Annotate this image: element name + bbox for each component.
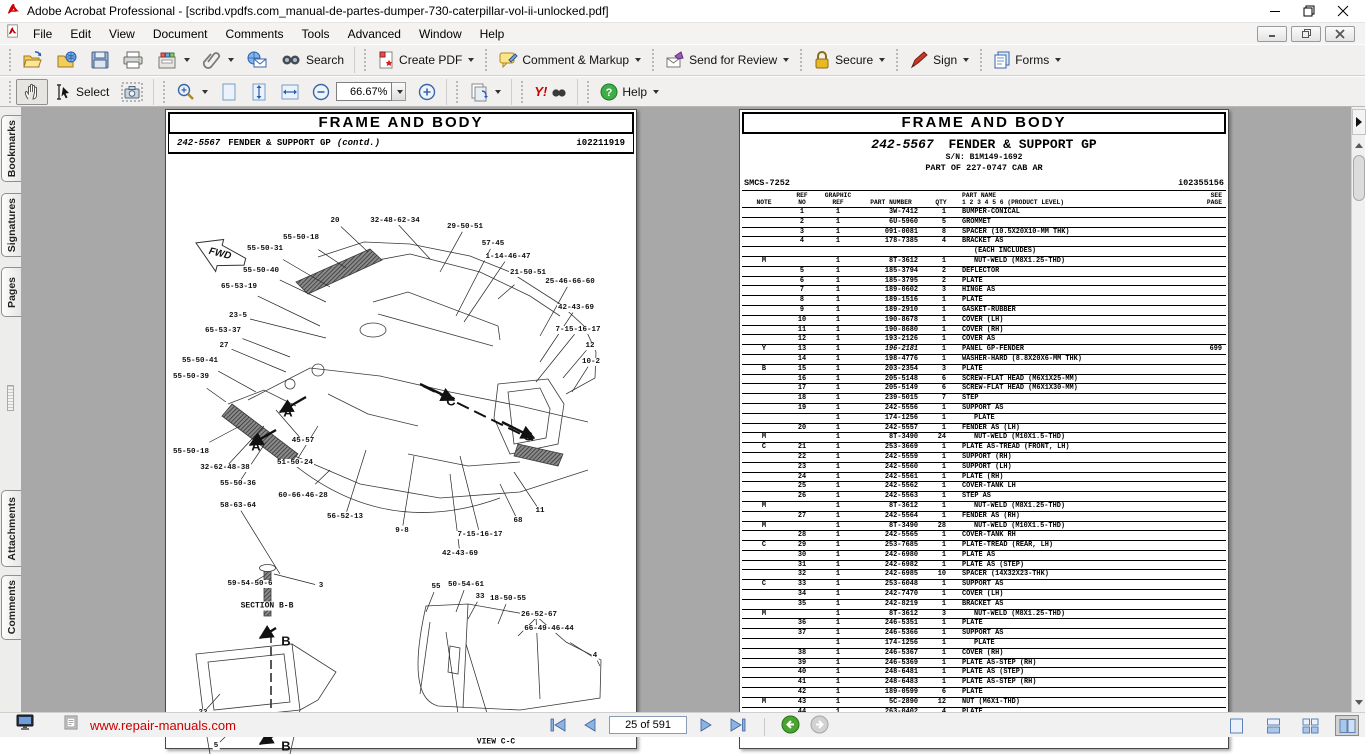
left-part-number: 242-5567 (177, 138, 221, 148)
diagram-callout: 55-50-18 (172, 448, 210, 456)
diagram-callout: 42-43-69 (557, 304, 595, 312)
sidebar-tab-pages[interactable]: Pages (1, 267, 21, 317)
parts-row: 14 1 198-4776 1 WASHER-HARD (8.8X20X6-MM THK) (742, 355, 1226, 365)
left-page (165, 109, 637, 754)
parts-row: 23 1 242-5560 1 SUPPORT (LH) (742, 463, 1226, 473)
facing-layout-button[interactable] (1335, 715, 1359, 736)
parts-row: 34 1 242-7470 1 COVER (LH) (742, 590, 1226, 600)
secure-dropdown-arrow[interactable] (879, 58, 885, 62)
sidebar-tab-comments[interactable]: Comments (1, 575, 21, 640)
binoculars-icon (551, 85, 567, 99)
toolbar-grip[interactable] (455, 81, 459, 103)
diagram-callout: 12 (585, 342, 595, 350)
parts-row: M 1 8T-3490 24 NUT-WELD (M10X1.5-THD) (742, 433, 1226, 443)
sign-label: Sign (933, 53, 958, 67)
page-display-button[interactable] (463, 79, 507, 105)
parts-row: (EACH INCLUDES) (742, 247, 1226, 257)
parts-row: C 29 1 253-7685 1 PLATE-TREAD (REAR, LH) (742, 541, 1226, 551)
email-button[interactable] (240, 47, 274, 73)
scrollbar-thumb[interactable] (1353, 155, 1365, 201)
vertical-scrollbar (1351, 107, 1365, 712)
parts-row: 11 1 190-8680 1 COVER (RH) (742, 326, 1226, 336)
parts-row: 20 1 242-5557 1 FENDER AS (LH) (742, 424, 1226, 434)
menu-view[interactable]: View (109, 26, 135, 41)
view-history (758, 715, 829, 739)
parts-row: 1 174-1256 1 PLATE (742, 414, 1226, 424)
create-pdf-dropdown-arrow[interactable] (468, 58, 474, 62)
parts-diagram (168, 154, 636, 754)
diagram-callout: 66-49-46-44 (524, 625, 574, 633)
select-tool-button[interactable] (48, 79, 115, 105)
toolbar-grip[interactable] (979, 49, 983, 71)
right-doc-id: i02355156 (1178, 178, 1224, 188)
parts-row: 3 1 091-0081 8 SPACER (10.5X20X10-MM THK) (742, 228, 1226, 238)
parts-row: 5 1 185-3794 2 DEFLECTOR (742, 267, 1226, 277)
diagram-callout: 9-8 (395, 527, 409, 535)
diagram-callout: 50-54-61 (447, 581, 485, 589)
sign-button[interactable] (903, 47, 975, 73)
pane-resize-grip[interactable] (7, 385, 14, 411)
forms-dropdown-arrow[interactable] (1055, 58, 1061, 62)
doc-close-button[interactable] (1325, 26, 1355, 42)
diagram-callout: 60-66-46-28 (278, 492, 328, 500)
diagram-callout: 7-15-16-17 (555, 326, 601, 334)
parts-row: M 43 1 5C-2890 12 NUT (M6X1-THD) (742, 698, 1226, 708)
create-pdf-label: Create PDF (399, 53, 463, 67)
parts-row: 2 1 6U-5960 5 GROMMET (742, 218, 1226, 228)
toolbar-separator (511, 79, 512, 105)
parts-row: 42 1 189-0599 6 PLATE (742, 688, 1226, 698)
diagram-callout: 11 (535, 507, 545, 515)
zoom-level-dropdown[interactable] (392, 82, 406, 101)
parts-row: 41 1 248-6483 1 PLATE AS-STEP (RH) (742, 678, 1226, 688)
parts-row: 17 1 205-5149 6 SCREW-FLAT HEAD (M6X1X30-MM) (742, 384, 1226, 394)
diagram-callout: 5 (213, 742, 219, 750)
diagram-callout: 21-50-51 (509, 269, 547, 277)
search-label: Search (306, 53, 345, 67)
print-button[interactable] (116, 47, 150, 73)
sidebar-tab-bookmarks[interactable]: Bookmarks (1, 115, 21, 182)
zoom-out-button[interactable] (306, 79, 336, 105)
monitor-icon[interactable] (16, 714, 34, 736)
diagram-callout: 55-50-39 (172, 373, 210, 381)
secure-label: Secure (835, 53, 874, 67)
comment-markup-button[interactable] (492, 47, 647, 73)
diagram-callout: 45-57 (291, 437, 315, 445)
diagram-callout: 56-52-13 (326, 513, 364, 521)
parts-row: 32 1 242-6985 10 SPACER (14X32X23-THK) (742, 570, 1226, 580)
parts-row: 22 1 242-5559 1 SUPPORT (RH) (742, 453, 1226, 463)
parts-row: 27 1 242-5564 1 FENDER AS (RH) (742, 512, 1226, 522)
zoom-tool-dropdown-arrow[interactable] (202, 90, 208, 94)
toolbar-grip[interactable] (586, 81, 590, 103)
toolbar-grip[interactable] (520, 81, 524, 103)
diagram-callouts (168, 154, 636, 754)
save-button[interactable] (84, 47, 116, 73)
toolbar-separator (153, 79, 154, 105)
diagram-callout: 55 (431, 583, 441, 591)
right-page-title (740, 137, 1228, 152)
page-number-field[interactable]: 25 of 591 (609, 716, 687, 734)
parts-row: 31 1 242-6982 1 PLATE AS (STEP) (742, 561, 1226, 571)
diagram-callout: 55-50-41 (181, 357, 219, 365)
help-label: Help (622, 84, 648, 99)
page-display-dropdown-arrow[interactable] (495, 90, 501, 94)
diagram-callout: 55-50-40 (242, 267, 280, 275)
fwd-label: FWD (207, 245, 233, 263)
pdf-doc-icon (6, 24, 20, 43)
parts-row: 6 1 185-3795 2 PLATE (742, 277, 1226, 287)
menu-bar (0, 22, 1365, 44)
organizer-dropdown-arrow[interactable] (184, 58, 190, 62)
actual-size-button[interactable] (214, 79, 244, 105)
single-page-layout-button[interactable] (1224, 715, 1248, 736)
diagram-callout: 32-48-62-34 (370, 217, 420, 225)
toolbar-separator (354, 47, 355, 73)
menu-tools[interactable]: Tools (301, 26, 330, 41)
acrobat-logo-icon (6, 1, 21, 21)
parts-row: 7 1 189-0602 3 HINGE AS (742, 286, 1226, 296)
parts-row: 1 174-1256 1 PLATE (742, 639, 1226, 649)
scroll-down-button[interactable] (1352, 694, 1366, 710)
menu-window[interactable]: Window (418, 26, 462, 41)
parts-row: 35 1 242-8219 1 BRACKET AS (742, 600, 1226, 610)
hand-tool-button[interactable] (16, 79, 48, 105)
diagram-callout: B (281, 633, 291, 649)
menu-items (24, 25, 513, 43)
left-page-section-title: FRAME AND BODY (168, 112, 634, 134)
watermark-link[interactable]: www.repair-manuals.com (90, 717, 236, 733)
diagram-callout: A (283, 404, 293, 420)
send-for-review-button[interactable] (659, 47, 795, 73)
scroll-up-button[interactable] (1352, 137, 1366, 153)
sidebar-tab-signatures[interactable]: Signatures (1, 193, 21, 257)
parts-table-header: NOTE REF NO GRAPHIC REF PART NUMBER QTY PART NAME 1 2 3 4 5 6 (PRODUCT LEVEL) SEE PAGE (742, 190, 1226, 208)
right-part-number: 242-5567 (871, 137, 934, 152)
parts-row: 38 1 246-5367 1 COVER (RH) (742, 649, 1226, 659)
fit-page-button[interactable] (244, 79, 274, 105)
yahoo-logo: Y! (534, 84, 548, 99)
serial-number-line: S/N: B1M149-1692 (945, 153, 1023, 162)
diagram-callout: 65-53-37 (204, 327, 242, 335)
toolbar-grip[interactable] (363, 49, 367, 71)
restore-button[interactable] (1303, 5, 1315, 17)
diagram-callout: 55-50-36 (219, 480, 257, 488)
diagram-callout: 58-63-64 (219, 502, 257, 510)
parts-row: 37 1 246-5366 1 SUPPORT AS (742, 629, 1226, 639)
diagram-callout: SECTION B-B (240, 601, 294, 611)
parts-row: 36 1 246-5351 1 PLATE (742, 619, 1226, 629)
menu-document[interactable]: Document (152, 26, 208, 41)
help-dropdown-arrow[interactable] (653, 90, 659, 94)
page-layout-switcher (1224, 715, 1359, 736)
toolbar-grip[interactable] (162, 81, 166, 103)
part-of-line: PART OF 227-0747 CAB AR (925, 163, 1043, 173)
diagram-callout: 20 (330, 217, 340, 225)
status-bar (0, 712, 1365, 737)
parts-row: 10 1 190-8678 1 COVER (LH) (742, 316, 1226, 326)
select-tool-label: Select (76, 84, 110, 99)
page-navigation (545, 715, 751, 735)
parts-row: 28 1 242-5565 1 COVER-TANK RH (742, 531, 1226, 541)
search-button[interactable] (274, 47, 350, 73)
toolbar-grip[interactable] (799, 49, 803, 71)
comment-markup-label: Comment & Markup (522, 53, 630, 67)
svg-text:?: ? (605, 86, 613, 99)
page-proxy-icon[interactable] (64, 715, 78, 735)
parts-row: C 33 1 253-6048 1 SUPPORT AS (742, 580, 1226, 590)
menu-help[interactable]: Help (479, 26, 505, 41)
previous-page-button[interactable] (577, 715, 603, 735)
menu-advanced[interactable]: Advanced (347, 26, 401, 41)
diagram-callout: 7-15-16-17 (457, 531, 503, 539)
menu-file[interactable]: File (33, 26, 53, 41)
window-title: Adobe Acrobat Professional - [scribd.vpdfs.com_manual-de-partes-dumper-730-caterpillar-vol-ii-unlocked.pdf] (27, 4, 609, 18)
show-pane-button[interactable] (1352, 109, 1366, 135)
continuous-facing-layout-button[interactable] (1298, 715, 1322, 736)
diagram-callout: 3 (318, 582, 324, 590)
continuous-layout-button[interactable] (1261, 715, 1285, 736)
left-doc-id: i02211919 (576, 138, 625, 148)
sign-dropdown-arrow[interactable] (963, 58, 969, 62)
toolbar-separator (577, 79, 578, 105)
sidebar-tab-attachments[interactable]: Attachments (1, 490, 21, 567)
smcs-code: SMCS-7252 (744, 178, 790, 188)
menu-edit[interactable]: Edit (70, 26, 92, 41)
diagram-callout: 25-46-66-60 (545, 278, 595, 286)
diagram-callout: 57-45 (481, 240, 505, 248)
parts-row: 18 1 239-5015 7 STEP (742, 394, 1226, 404)
diagram-callout: C (523, 428, 533, 444)
left-page-subtitle (168, 134, 634, 154)
diagram-callout: B (281, 738, 291, 754)
parts-row: M 1 8T-3612 1 NUT-WELD (M8X1.25-THD) (742, 257, 1226, 267)
toolbar-grip[interactable] (895, 49, 899, 71)
parts-row: B 15 1 203-2354 3 PLATE (742, 365, 1226, 375)
parts-row: 4 1 178-7385 4 BRACKET AS (742, 237, 1226, 247)
next-page-button[interactable] (693, 715, 719, 735)
open-web-button[interactable] (50, 47, 84, 73)
parts-row: M 1 8T-3612 3 NUT-WELD (M8X1.25-THD) (742, 610, 1226, 620)
parts-row: 26 1 242-5563 1 STEP AS (742, 492, 1226, 502)
right-page-section-title: FRAME AND BODY (742, 112, 1226, 134)
doc-minimize-button[interactable] (1257, 26, 1287, 42)
diagram-callout: VIEW C-C (476, 737, 516, 747)
zoom-in-button[interactable] (412, 79, 442, 105)
send-for-review-label: Send for Review (689, 53, 778, 67)
diagram-callout: 65-53-19 (220, 283, 258, 291)
last-page-button[interactable] (725, 715, 751, 735)
parts-row: 24 1 242-5561 1 PLATE (RH) (742, 473, 1226, 483)
create-pdf-button[interactable] (371, 47, 480, 73)
parts-row: 39 1 246-5369 1 PLATE AS-STEP (RH) (742, 659, 1226, 669)
toolbar-grip[interactable] (8, 49, 12, 71)
diagram-callout: 1-14-46-47 (485, 253, 531, 261)
diagram-callout: A (251, 438, 261, 454)
parts-row: 40 1 248-6481 1 PLATE AS (STEP) (742, 668, 1226, 678)
zoom-level-input[interactable]: 66.67% (336, 82, 392, 101)
parts-row: M 1 8T-3490 28 NUT-WELD (M10X1.5-THD) (742, 522, 1226, 532)
diagram-callout: 29-50-51 (446, 223, 484, 231)
left-contd-label: (contd.) (336, 138, 381, 148)
diagram-callout: 32-62-48-38 (200, 464, 250, 472)
diagram-callout: 10-2 (581, 358, 601, 366)
next-view-button[interactable] (810, 715, 829, 739)
diagram-callout: 4 (592, 652, 598, 660)
send-for-review-dropdown-arrow[interactable] (783, 58, 789, 62)
parts-row: Y 13 1 196-2181 1 PANEL GP-FENDER 699 (742, 345, 1226, 355)
diagram-callout: C (446, 393, 456, 409)
doc-restore-button[interactable] (1291, 26, 1321, 42)
toolbar-grip[interactable] (484, 49, 488, 71)
diagram-callout: 18-50-55 (489, 595, 527, 603)
previous-view-button[interactable] (781, 715, 800, 739)
menu-comments[interactable]: Comments (225, 26, 284, 41)
parts-row: 8 1 189-1516 1 PLATE (742, 296, 1226, 306)
toolbar-grip[interactable] (651, 49, 655, 71)
diagram-callout: 42-43-69 (441, 550, 479, 558)
open-button[interactable] (16, 47, 50, 73)
diagram-callout: 23-5 (228, 312, 248, 320)
parts-row: 25 1 242-5562 1 COVER-TANK LH (742, 482, 1226, 492)
document-window-controls (1257, 26, 1359, 42)
right-page (739, 109, 1229, 749)
diagram-callout: 33 (475, 593, 485, 601)
first-page-button[interactable] (545, 715, 571, 735)
parts-table-rows (742, 208, 1226, 717)
window-titlebar (0, 0, 1365, 22)
toolbar-separator (446, 79, 447, 105)
navigation-tab-strip (0, 107, 22, 712)
secure-button[interactable] (807, 47, 891, 73)
left-part-name: FENDER & SUPPORT GP (228, 138, 331, 148)
diagram-callout: 68 (513, 517, 523, 525)
parts-row: 30 1 242-6980 1 PLATE AS (742, 551, 1226, 561)
parts-row: C 21 1 253-3669 1 PLATE AS-TREAD (FRONT, LH) (742, 443, 1226, 453)
fit-width-button[interactable] (274, 79, 306, 105)
diagram-callout: 26-52-67 (520, 611, 558, 619)
close-button[interactable] (1337, 5, 1349, 17)
minimize-button[interactable] (1269, 5, 1281, 17)
diagram-callout: 59-54-50-6 (227, 580, 273, 588)
expand-pane-icon (1356, 117, 1362, 127)
diagram-callout: 55-50-18 (282, 234, 320, 242)
organizer-button[interactable] (150, 47, 196, 73)
parts-row: 16 1 205-5148 6 SCREW-FLAT HEAD (M6X1X25-MM) (742, 375, 1226, 385)
parts-row: 9 1 189-2910 1 GASKET-RUBBER (742, 306, 1226, 316)
parts-row: 19 1 242-5556 1 SUPPORT AS (742, 404, 1226, 414)
forms-label: Forms (1015, 53, 1050, 67)
view-toolbar (0, 76, 1365, 107)
right-part-name: FENDER & SUPPORT GP (948, 137, 1097, 152)
forms-button[interactable] (987, 47, 1067, 73)
attach-button[interactable] (196, 47, 240, 73)
attach-dropdown-arrow[interactable] (228, 58, 234, 62)
parts-row: 1 1 3W-7412 1 BUMPER-CONICAL (742, 208, 1226, 218)
parts-row: 12 1 193-2126 1 COVER AS (742, 335, 1226, 345)
diagram-callout: 51-50-24 (276, 459, 314, 467)
parts-table (742, 190, 1226, 717)
parts-row: M 1 8T-3612 1 NUT-WELD (M8X1.25-THD) (742, 502, 1226, 512)
comment-markup-dropdown-arrow[interactable] (635, 58, 641, 62)
file-toolbar (0, 44, 1365, 76)
snapshot-tool-button[interactable] (115, 79, 149, 105)
diagram-callout: 27 (219, 342, 229, 350)
help-button[interactable] (594, 79, 665, 105)
diagram-callout: 55-50-31 (246, 245, 284, 253)
smcs-row (740, 173, 1228, 190)
yahoo-search-button[interactable] (528, 79, 573, 105)
toolbar-grip[interactable] (8, 81, 12, 103)
zoom-tool-button[interactable] (170, 79, 214, 105)
